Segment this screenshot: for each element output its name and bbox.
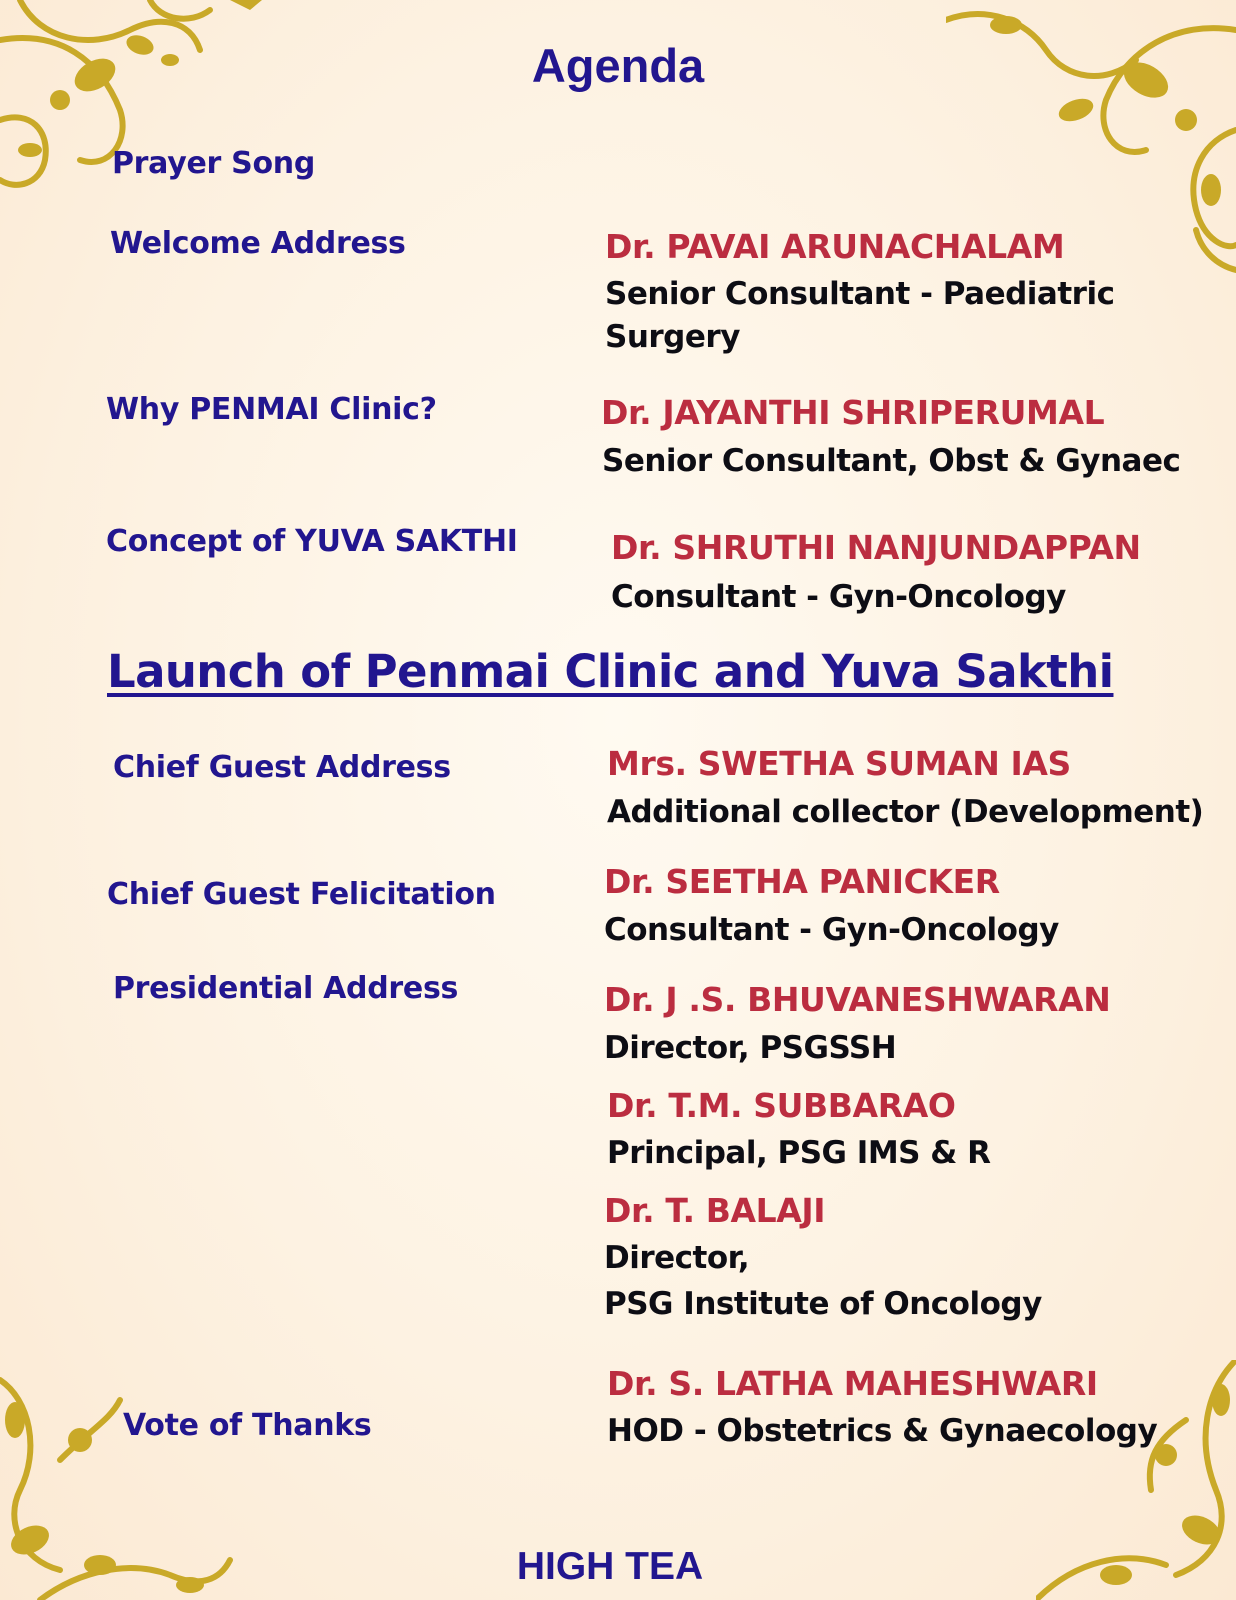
agenda-item-chief-guest-felicitation: Chief Guest Felicitation xyxy=(107,877,496,912)
speaker-name: Dr. JAYANTHI SHRIPERUMAL xyxy=(601,393,1105,432)
speaker-role: Consultant - Gyn-Oncology xyxy=(604,912,1059,948)
agenda-item-vote-of-thanks: Vote of Thanks xyxy=(123,1408,372,1443)
speaker-name: Dr. J .S. BHUVANESHWARAN xyxy=(604,980,1111,1019)
speaker-role: Surgery xyxy=(605,319,740,355)
agenda-item-presidential-address: Presidential Address xyxy=(113,971,459,1006)
speaker-role: Senior Consultant - Paediatric xyxy=(605,276,1115,312)
speaker-role: PSG Institute of Oncology xyxy=(604,1286,1042,1322)
speaker-name: Dr. T. BALAJI xyxy=(604,1191,826,1230)
speaker-role: Director, PSGSSH xyxy=(604,1030,897,1066)
high-tea-footer: HIGH TEA xyxy=(516,1545,704,1588)
speaker-name: Dr. SHRUTHI NANJUNDAPPAN xyxy=(611,528,1141,567)
speaker-role: Principal, PSG IMS & R xyxy=(607,1135,991,1171)
speaker-name: Dr. SEETHA PANICKER xyxy=(604,862,1000,901)
launch-heading: Launch of Penmai Clinic and Yuva Sakthi xyxy=(107,645,1114,698)
agenda-item-concept-yuva-sakthi: Concept of YUVA SAKTHI xyxy=(106,524,518,559)
speaker-name: Mrs. SWETHA SUMAN IAS xyxy=(607,744,1071,783)
speaker-role: HOD - Obstetrics & Gynaecology xyxy=(607,1413,1158,1449)
agenda-item-chief-guest-address: Chief Guest Address xyxy=(113,750,451,785)
speaker-name: Dr. T.M. SUBBARAO xyxy=(607,1086,956,1125)
agenda-item-prayer-song: Prayer Song xyxy=(112,146,315,181)
floral-ornament-top-left-icon xyxy=(0,0,280,220)
agenda-item-why-penmai: Why PENMAI Clinic? xyxy=(106,392,437,427)
speaker-role: Senior Consultant, Obst & Gynaec xyxy=(602,443,1181,479)
speaker-role: Director, xyxy=(604,1240,750,1276)
speaker-name: Dr. S. LATHA MAHESHWARI xyxy=(607,1364,1098,1403)
page-title: Agenda xyxy=(531,39,705,92)
speaker-role: Consultant - Gyn-Oncology xyxy=(611,579,1066,615)
speaker-name: Dr. PAVAI ARUNACHALAM xyxy=(605,227,1065,266)
agenda-item-welcome-address: Welcome Address xyxy=(110,226,406,261)
speaker-role: Additional collector (Development) xyxy=(607,794,1204,830)
